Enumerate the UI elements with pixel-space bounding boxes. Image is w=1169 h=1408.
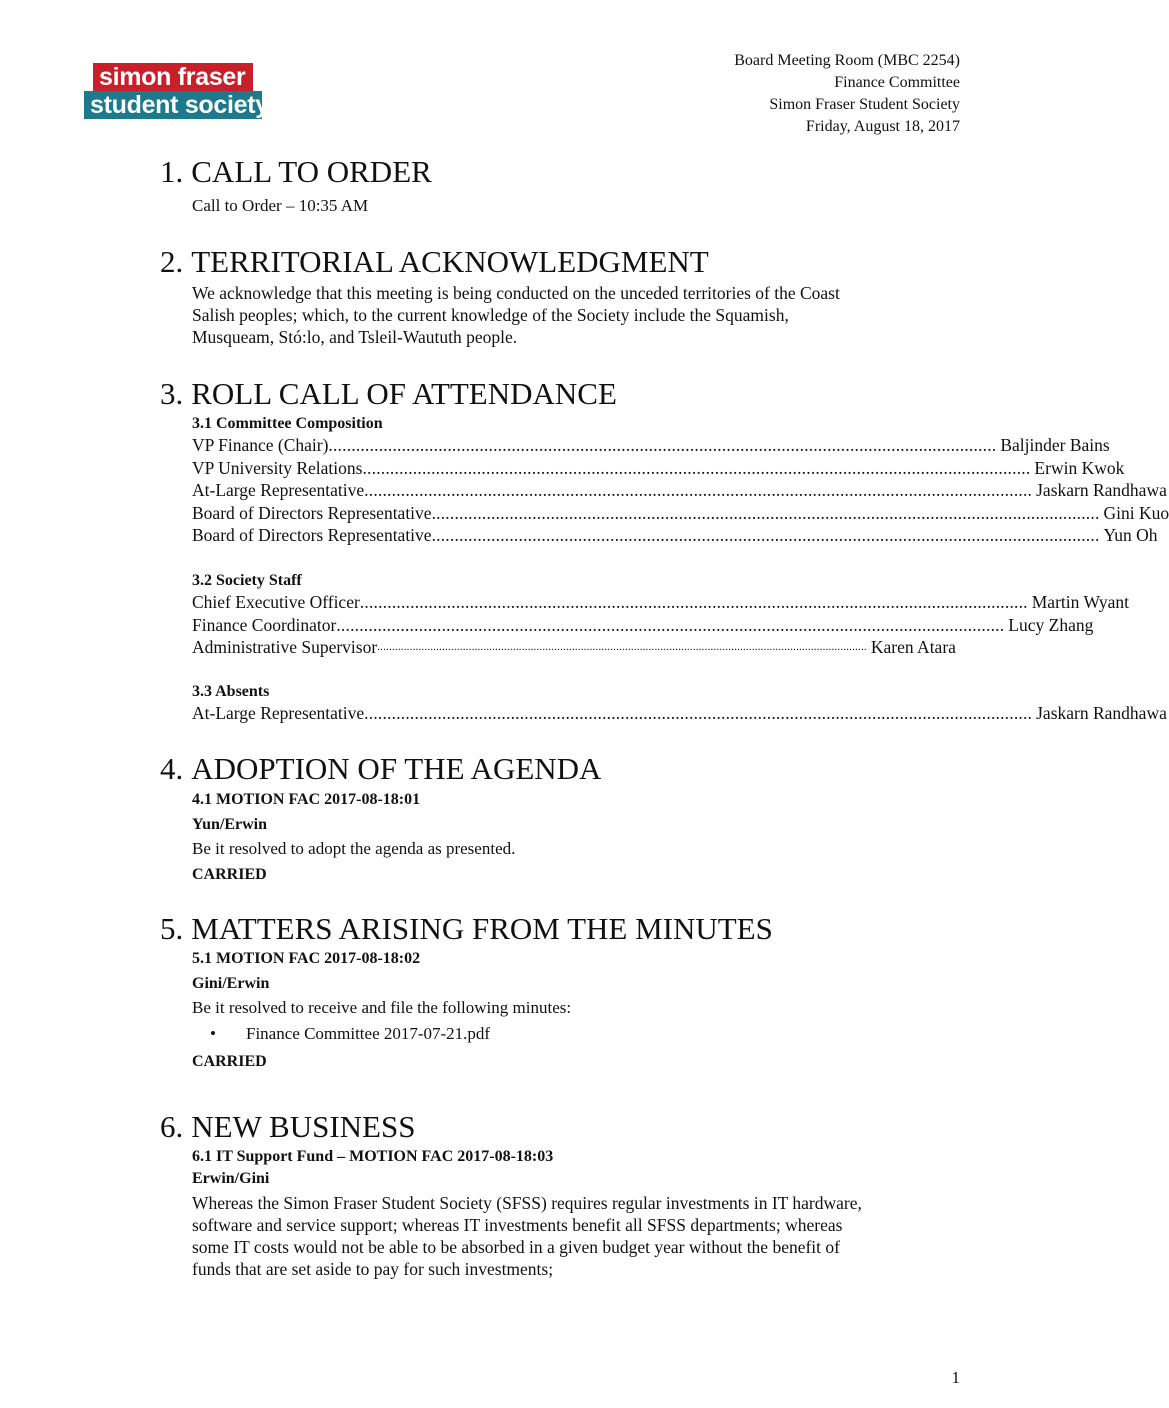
movers-4-1: Yun/Erwin [192,816,267,833]
leader-dots: .................................................................................................................................................. [336,614,1005,635]
acknowledgment-line: Salish peoples; which, to the current knowledge of the Society include the Squamish, [192,305,789,325]
page-number: 1 [951,1368,960,1387]
motion-6-1: 6.1 IT Support Fund – MOTION FAC 2017-08-18:03 [192,1148,554,1165]
motion-4-1-text: Be it resolved to adopt the agenda as presented. [192,839,516,858]
leader-dots: .................................................................................................................................................. [364,703,1033,723]
staff-list [192,591,1130,659]
leader-dots: ...................................................................................................................................................................... [377,641,867,653]
result-5-1: CARRIED [192,1053,267,1070]
roll-row: At-Large Representative .................................................................................................................................................. Jaskarn Randhawa [192,480,1167,500]
motion-5-1: 5.1 MOTION FAC 2017-08-18:02 [192,950,421,967]
header-org: Simon Fraser Student Society [769,96,960,113]
section-3-heading: 3. ROLL CALL OF ATTENDANCE [160,376,617,411]
acknowledgment-line: Musqueam, Stó:lo, and Tsleil-Waututh people. [192,327,518,347]
logo-line-2: student society [84,91,262,119]
header-committee: Finance Committee [834,74,960,91]
leader-dots: .................................................................................................................................................. [364,480,1033,500]
meeting-header [734,50,960,138]
acknowledgment-paragraph [192,282,967,348]
movers-5-1: Gini/Erwin [192,975,270,992]
section-1-heading: 1. CALL TO ORDER [160,154,432,189]
composition-list [192,434,1169,547]
minutes-list-item: • Finance Committee 2017-07-21.pdf [210,1024,491,1043]
whereas-line: Whereas the Simon Fraser Student Society (SFSS) requires regular investments in IT hardware, [192,1193,862,1213]
leader-dots: .................................................................................................................................................. [328,435,997,455]
motion-4-1: 4.1 MOTION FAC 2017-08-18:01 [192,791,421,808]
leader-dots: .................................................................................................................................................. [359,592,1028,612]
header-room: Board Meeting Room (MBC 2254) [734,52,960,69]
roll-row: Finance Coordinator .................................................................................................................................................. Lucy Zhang [192,614,1094,635]
motion-6-1-paragraph [192,1192,967,1280]
logo-line-1: simon fraser [93,63,253,91]
motion-5-1-text: Be it resolved to receive and file the following minutes: [192,998,572,1017]
roll-row: Board of Directors Representative .................................................................................................................................................. Gini Kuo [192,502,1169,523]
result-4-1: CARRIED [192,866,267,883]
subsection-staff: 3.2 Society Staff [192,572,302,589]
roll-row: VP University Relations .................................................................................................................................................. Erwin Kwok [192,457,1125,478]
leader-dots: .................................................................................................................................................. [431,502,1100,523]
roll-row: Administrative Supervisor ...................................................................................................................................................................... Karen Atara [192,637,956,657]
section-4-heading: 4. ADOPTION OF THE AGENDA [160,751,602,786]
movers-6-1: Erwin/Gini [192,1170,270,1187]
whereas-line: software and service support; whereas IT investments benefit all SFSS departments; whereas [192,1215,843,1235]
whereas-line: funds that are set aside to pay for such investments; [192,1259,554,1279]
sfss-logo [84,63,269,119]
roll-row: At-Large Representative .................................................................................................................................................. Jaskarn Randhawa [192,703,1167,723]
section-6-heading: 6. NEW BUSINESS [160,1109,416,1144]
subsection-composition: 3.1 Committee Composition [192,415,383,432]
roll-row: Chief Executive Officer .................................................................................................................................................. Martin Wyant [192,592,1130,612]
section-2-heading: 2. TERRITORIAL ACKNOWLEDGMENT [160,244,709,279]
leader-dots: .................................................................................................................................................. [431,525,1100,545]
whereas-line: some IT costs would not be able to be absorbed in a given budget year without the benefit of [192,1237,840,1257]
absents-list [192,702,1167,725]
leader-dots: .................................................................................................................................................. [362,457,1031,478]
call-to-order-text: Call to Order – 10:35 AM [192,196,369,215]
bullet-icon: • [210,1024,216,1043]
subsection-absents: 3.3 Absents [192,683,270,700]
section-5-heading: 5. MATTERS ARISING FROM THE MINUTES [160,911,773,946]
acknowledgment-line: We acknowledge that this meeting is being conducted on the unceded territories of the Coast [192,283,840,303]
roll-row: Board of Directors Representative .................................................................................................................................................. Yun Oh [192,525,1158,545]
header-date: Friday, August 18, 2017 [805,118,960,135]
roll-row: VP Finance (Chair) .................................................................................................................................................. Baljinder Bains [192,435,1110,455]
